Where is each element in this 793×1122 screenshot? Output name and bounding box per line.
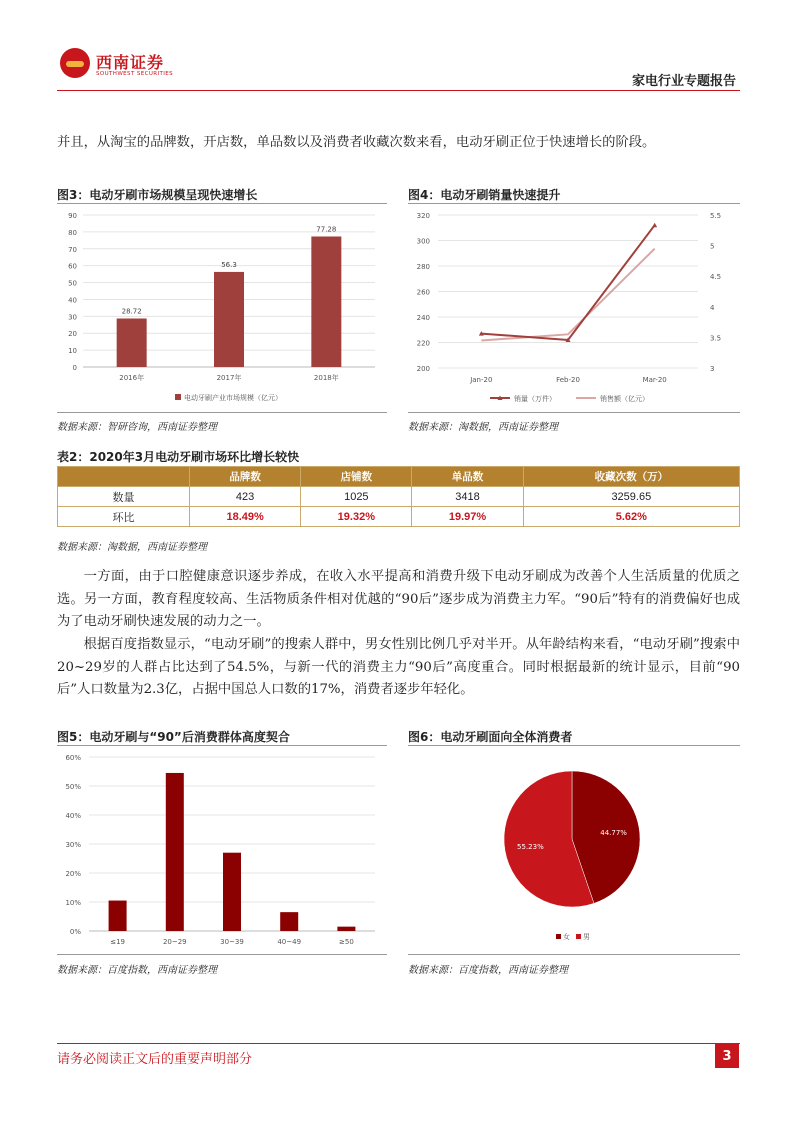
legend-swatch: [576, 934, 581, 939]
table-cell: 19.97%: [412, 507, 523, 527]
table-header-row: [58, 467, 740, 487]
table-header-cell: 店铺数: [301, 467, 412, 487]
legend-swatch: [556, 934, 561, 939]
legend-label: 销售额（亿元）: [600, 395, 649, 403]
y-tick-label: 60: [68, 262, 77, 271]
fig3-top-rule: [57, 203, 387, 204]
y-tick-label: 20: [68, 330, 77, 339]
series-line-volume: [481, 225, 654, 340]
bar: [223, 853, 241, 931]
y-tick-label: 80: [68, 228, 77, 237]
fig4-top-rule: [408, 203, 740, 204]
footer-divider: [57, 1043, 740, 1044]
bar: [166, 773, 184, 931]
legend-label: 女: [563, 933, 570, 941]
legend-label: 男: [583, 933, 590, 941]
bar: [117, 318, 147, 367]
bar: [311, 236, 341, 367]
y-right-tick-label: 5.5: [710, 212, 722, 220]
x-tick-label: Jan-20: [470, 376, 493, 384]
header-divider: [57, 90, 740, 91]
y-tick-label: 0%: [69, 928, 81, 936]
y-right-tick-label: 4.5: [710, 273, 722, 282]
page-number: 3: [715, 1044, 739, 1068]
slice-label: 44.77%: [600, 829, 627, 838]
fig5-source: 数据来源：百度指数，西南证券整理: [57, 965, 217, 976]
data-point: [652, 223, 657, 228]
table2-title: 表2：2020年3月电动牙刷市场环比增长较快: [57, 450, 300, 464]
y-tick-label: 60%: [65, 754, 81, 762]
fig3-chart: [57, 205, 387, 410]
fig6-source: 数据来源：百度指数，西南证券整理: [408, 965, 568, 976]
row-label: 数量: [58, 487, 190, 507]
fig6-bottom-rule: [408, 954, 740, 955]
fig3-source: 数据来源：智研咨询，西南证券整理: [57, 422, 217, 433]
x-tick-label: ≥50: [339, 938, 354, 946]
bar: [214, 272, 244, 367]
y-tick-label: 40: [68, 296, 77, 305]
fig5-bottom-rule: [57, 954, 387, 955]
bar: [337, 927, 355, 931]
x-tick-label: Feb-20: [556, 376, 580, 384]
x-tick-label: 20~29: [162, 938, 187, 946]
report-title: 家电行业专题报告: [631, 74, 736, 89]
x-tick-label: 40~49: [277, 938, 302, 946]
slice-label: 55.23%: [517, 842, 544, 851]
y-right-tick-label: 3.5: [710, 334, 722, 343]
table-header-cell: [58, 467, 190, 487]
fig4-title: 图4：电动牙刷销量快速提升: [408, 188, 561, 202]
legend-swatch: [175, 394, 181, 400]
table-cell: 19.32%: [301, 507, 412, 527]
bar: [280, 912, 298, 931]
fig4-source: 数据来源：淘数据，西南证券整理: [408, 422, 558, 433]
y-left-tick-label: 220: [416, 339, 430, 348]
fig6-chart: [408, 747, 740, 952]
y-left-tick-label: 200: [416, 365, 430, 373]
table-header-cell: 品牌数: [190, 467, 301, 487]
y-left-tick-label: 240: [416, 314, 430, 322]
fig5-top-rule: [57, 745, 387, 746]
y-tick-label: 50: [68, 279, 77, 288]
table-cell: 18.49%: [190, 507, 301, 527]
y-left-tick-label: 260: [416, 288, 430, 297]
y-tick-label: 70: [68, 245, 77, 254]
y-tick-label: 30%: [65, 841, 81, 849]
logo-text: 西南证券: [96, 53, 165, 72]
fig4-bottom-rule: [408, 412, 740, 413]
table-header-cell: 收藏次数（万）: [523, 467, 739, 487]
row-label: 环比: [58, 507, 190, 527]
bar: [109, 901, 127, 931]
fig4-chart: [408, 205, 740, 410]
y-right-tick-label: 3: [710, 365, 715, 373]
x-tick-label: Mar-20: [642, 376, 667, 384]
fig3-title: 图3：电动牙刷市场规模呈现快速增长: [57, 188, 258, 202]
y-tick-label: 0: [72, 364, 77, 372]
table2: [57, 466, 740, 527]
y-tick-label: 20%: [65, 870, 81, 878]
table-header-cell: 单品数: [412, 467, 523, 487]
series-line-sales: [481, 249, 654, 341]
table2-source: 数据来源：淘数据，西南证券整理: [57, 542, 207, 553]
paragraph-baidu-index: 根据百度指数显示，“电动牙刷”的搜索人群中，男女性别比例几乎对半开。从年龄结构来看，“电动牙刷”搜索中20~29岁的人群占比达到了54.5%，与新一代的消费主力“90后”高度重合。同时根据最新的统计显示，目前“90后”人口数量为2.3亿，占据中国总人口数的17%，消费者逐步年轻化。: [57, 637, 740, 697]
y-left-tick-label: 300: [416, 237, 430, 246]
y-right-tick-label: 4: [710, 303, 715, 312]
y-tick-label: 10%: [65, 899, 81, 907]
table-row: [58, 507, 740, 527]
y-tick-label: 90: [68, 212, 77, 220]
fig3-bottom-rule: [57, 412, 387, 413]
fig6-title: 图6：电动牙刷面向全体消费者: [408, 730, 573, 744]
x-tick-label: 2016年: [119, 374, 145, 382]
x-tick-label: 2018年: [313, 374, 339, 382]
x-tick-label: 30~39: [220, 938, 244, 946]
y-left-tick-label: 320: [416, 212, 430, 220]
y-tick-label: 10: [68, 347, 77, 356]
x-tick-label: 2017年: [216, 374, 242, 382]
legend-label: 销量（万件）: [514, 395, 556, 403]
footer-disclaimer: 请务必阅读正文后的重要声明部分: [57, 1052, 253, 1067]
data-label: 77.28: [316, 225, 337, 234]
fig5-title: 图5：电动牙刷与“90”后消费群体高度契合: [57, 730, 290, 744]
y-right-tick-label: 5: [710, 242, 715, 251]
x-tick-label: ≤19: [110, 938, 125, 946]
logo-mark: [60, 48, 90, 78]
data-label: 28.72: [121, 307, 142, 316]
logo-subtext: SOUTHWEST SECURITIES: [96, 71, 174, 77]
y-tick-label: 30: [68, 313, 77, 322]
legend-label: 电动牙刷产业市场规模（亿元）: [184, 394, 282, 402]
table-cell: 423: [190, 487, 301, 507]
y-tick-label: 50%: [65, 783, 81, 791]
y-left-tick-label: 280: [416, 263, 430, 271]
fig5-chart: [57, 747, 387, 952]
paragraph-consumer-trend: 一方面，由于口腔健康意识逐步养成，在收入水平提高和消费升级下电动牙刷成为改善个人生活质量的优质之选。另一方面，教育程度较高、生活物质条件相对优越的“90后”逐步成为消费主力军。“90后”特有的消费偏好也成为了电动牙刷快速发展的动力之一。: [57, 569, 740, 629]
table-row: [58, 487, 740, 507]
paragraph-intro: 并且，从淘宝的品牌数，开店数，单品数以及消费者收藏次数来看，电动牙刷正位于快速增长的阶段。: [57, 135, 656, 150]
table-cell: 3259.65: [523, 487, 739, 507]
y-tick-label: 40%: [65, 812, 81, 820]
table-cell: 1025: [301, 487, 412, 507]
data-label: 56.3: [221, 260, 237, 269]
table-cell: 3418: [412, 487, 523, 507]
table-cell: 5.62%: [523, 507, 739, 527]
fig6-top-rule: [408, 745, 740, 746]
